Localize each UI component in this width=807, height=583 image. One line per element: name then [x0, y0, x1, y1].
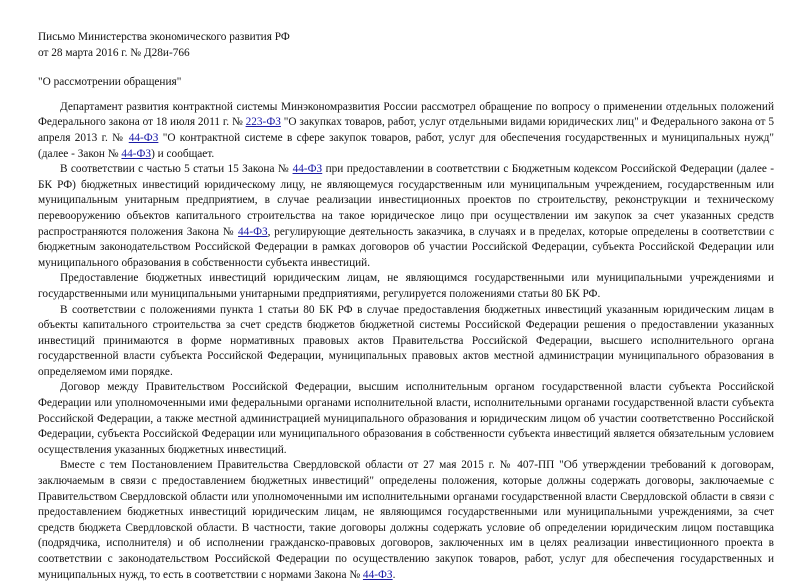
paragraph-text: Договор между Правительством Российской Федерации, высшим исполнительным органом государственной власти субъекта Российской Федерации или уполномоченными ими федеральными органами исполнительной власти, исполнительными органами государственной власти субъекта Российской Федерации, а также местной администрацией муниципального образования и юридическим лицом об участии соответственно Российской Федерации, субъекта Российской Федерации или муниципального образования в собственности субъекта инвестиций является обязательным условием осуществления указанных бюджетных инвестиций.: [38, 381, 774, 456]
law-44-fz-link[interactable]: 44-ФЗ: [292, 163, 323, 176]
paragraph-text: , регулирующие деятельность заказчика, в случаях и в пределах, которые определены в соответствии с бюджетным законодательством Российской Федерации в рамках договоров об участии Российской Федерации, субъекта Российской Федерации или муниципального образования в собственности субъекта инвестиций.: [38, 225, 775, 269]
law-44-fz-link[interactable]: 44-ФЗ: [121, 147, 152, 160]
paragraph-text: В соответствии с положениями пункта 1 статьи 80 БК РФ в случае предоставления бюджетных инвестиций указанным юридическим лицам в объекты капитального строительства за счет средств бюджетов бюджетной системы Российской Федерации решения о предоставлении указанных инвестиций принимаются в форме нормативных правовых актов Правительства Российской Федерации, высшего исполнительного органа государственной власти субъекта Российской Федерации, муниципальных правовых актов местной администрации муниципального образования в определяемом ими порядке.: [38, 303, 774, 378]
document-page: [38, 30, 774, 583]
paragraph-text: Предоставление бюджетных инвестиций юридическим лицам, не являющимся государственными или муниципальными учреждениями и государственными или муниципальными унитарными предприятиями, регулируется положениями статьи 80 БК РФ.: [38, 272, 774, 300]
paragraph-4: [38, 303, 774, 381]
paragraph-1: [38, 100, 774, 162]
law-44-fz-link[interactable]: 44-ФЗ: [238, 225, 268, 238]
paragraph-text: Вместе с тем Постановлением Правительства Свердловской области от 27 мая 2015 г. № 407-ПП "Об утверждении требований к договорам, заключаемым в связи с предоставлением бюджетных инвестиций" определены положения, которые должны содержать договоры, заключаемые с Правительством Свердловской области или уполномоченными им исполнительными органами государственной власти Свердловской области в связи с предоставлением бюджетных инвестиций юридическим лицам, не являющимся государственными или муниципальными учреждениями, за счет средств бюджета Свердловской области. В частности, такие договоры должны содержать условие об определении юридическим лицом поставщика (подрядчика, исполнителя) и об исполнении гражданско-правовых договоров, заключенных им в целях реализации инвестиционного проекта в соответствии с законодательством Российской Федерации по осуществлению закупок товаров, работ, услуг для обеспечения государственных и муниципальных нужд, то есть в соответствии с нормами Закона №: [38, 459, 774, 581]
paragraph-text: Департамент развития контрактной системы Минэкономразвития России рассмотрел обращение по вопросу о применении отдельных положений Федерального закона от 18 июля 2011 г. №: [38, 100, 774, 129]
paragraph-text: В соответствии с частью 5 статьи 15 Закона №: [60, 163, 293, 176]
paragraph-3: [38, 271, 774, 302]
paragraph-text: "О закупках товаров, работ, услуг отдельными видами юридических лиц" и Федерального закона от 5 апреля 2013 г. №: [38, 116, 774, 144]
paragraph-5: [38, 380, 774, 458]
paragraph-text: "О контрактной системе в сфере закупок товаров, работ, услуг для обеспечения государственных и муниципальных нужд" (далее - Закон №: [38, 131, 775, 160]
paragraph-6: [38, 458, 774, 583]
paragraph-text: ) и сообщает.: [151, 147, 215, 160]
paragraph-text: .: [392, 568, 396, 581]
paragraph-2: [38, 162, 774, 271]
law-223-fz-link[interactable]: 223-ФЗ: [245, 116, 281, 129]
document-subject: "О рассмотрении обращения": [38, 76, 182, 89]
law-44-fz-link[interactable]: 44-ФЗ: [362, 568, 393, 581]
law-44-fz-link[interactable]: 44-ФЗ: [128, 131, 159, 144]
paragraph-text: при предоставлении в соответствии с Бюджетным кодексом Российской Федерации (далее - БК РФ) бюджетных инвестиций юридическому лицу, не являющемуся государственным или муниципальным учреждением, государственным или муниципальным унитарным предприятием, в случае реализации инвестиционных проектов по строительству, реконструкции и техническому перевооружению объектов капитального строительства на такое юридическое лицо при осуществлении им закупок за счет указанных средств распространяются положения Закона №: [38, 163, 774, 238]
document-title: Письмо Министерства экономического развития РФ: [38, 31, 290, 43]
document-date-number: от 28 марта 2016 г. № Д28и-766: [38, 46, 190, 59]
